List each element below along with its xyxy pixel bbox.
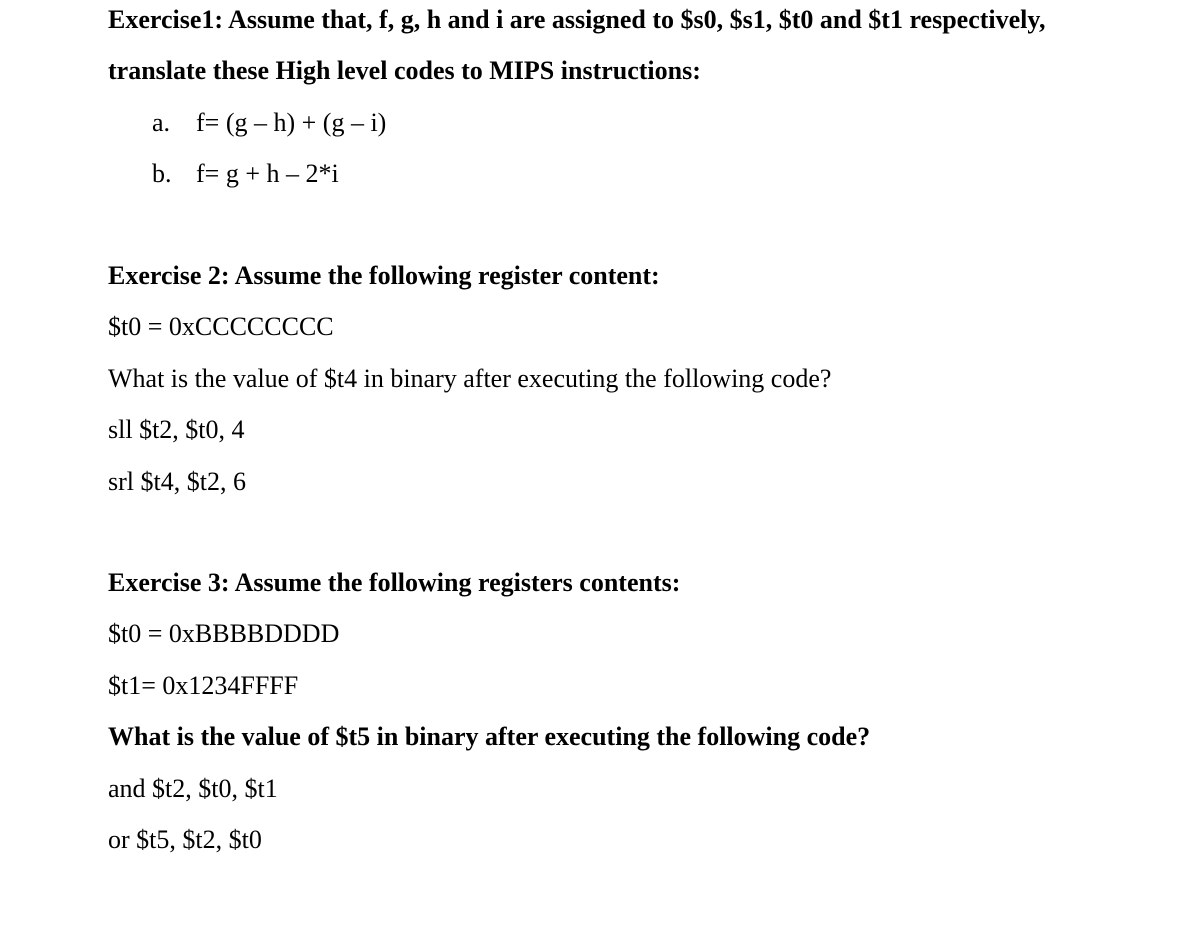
exercise-2-heading: Exercise 2: Assume the following register content: bbox=[108, 261, 660, 290]
list-marker: a. bbox=[152, 108, 171, 137]
list-marker: b. bbox=[152, 159, 172, 188]
list-item bbox=[152, 158, 339, 190]
expression-b: f= g + h – 2*i bbox=[196, 159, 339, 188]
register-value: $t0 = 0xCCCCCCCC bbox=[108, 312, 334, 341]
exercise-3-question: What is the value of $t5 in binary after executing the following code? bbox=[108, 722, 871, 751]
code-line: sll $t2, $t0, 4 bbox=[108, 415, 245, 444]
code-line: srl $t4, $t2, 6 bbox=[108, 467, 246, 496]
register-value: $t1= 0x1234FFFF bbox=[108, 671, 299, 700]
expression-a: f= (g – h) + (g – i) bbox=[196, 108, 387, 137]
exercise-1-heading: Exercise1: Assume that, f, g, h and i are assigned to $s0, $s1, $t0 and $t1 respectively, bbox=[108, 5, 1046, 34]
list-item bbox=[152, 107, 386, 139]
exercise-3-heading: Exercise 3: Assume the following registers contents: bbox=[108, 568, 681, 597]
register-value: $t0 = 0xBBBBDDDD bbox=[108, 619, 340, 648]
exercise-2-question: What is the value of $t4 in binary after executing the following code? bbox=[108, 364, 832, 393]
code-line: and $t2, $t0, $t1 bbox=[108, 774, 278, 803]
code-line: or $t5, $t2, $t0 bbox=[108, 825, 262, 854]
exercise-1-instruction: translate these High level codes to MIPS instructions: bbox=[108, 56, 701, 85]
